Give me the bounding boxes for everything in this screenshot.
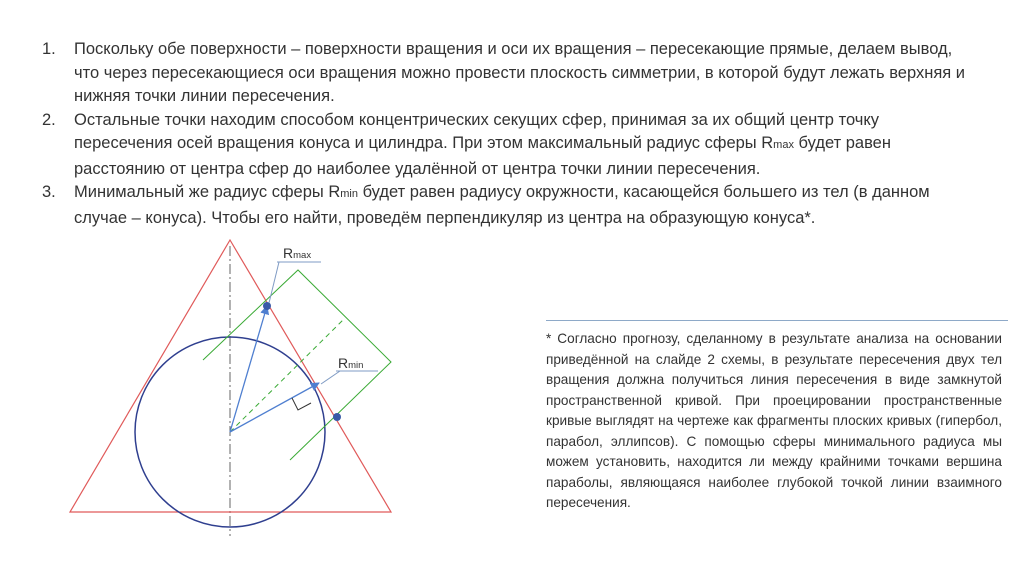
list-text-part-b: будет равен радиусу окружности, касающейся большего из тел (в данном случае – конуса). Чтобы его найти, проведём перпендикуляр из центра на образующую конуса*. [74, 183, 930, 227]
list-number: 2. [42, 110, 56, 129]
list-text-part-a: Минимальный же радиус сферы [74, 183, 329, 201]
intersection-point-side [333, 413, 341, 421]
list-text: Поскольку обе поверхности – поверхности вращения и оси их вращения – пересекающие прямые, делаем вывод, что через пересекающиеся оси вращения можно провести плоскость симметрии, в которой будут лежать верхняя и нижняя точки линии пересечения. [74, 40, 965, 105]
rmax-label-symbol: R [283, 245, 294, 261]
rmax-symbol: R [761, 134, 774, 152]
rmin-subscript: min [340, 188, 358, 200]
right-angle-marker [292, 398, 311, 410]
list-text-part-a: Остальные точки находим способом концентрических секущих сфер, принимая за их общий центр точку пересечения осей вращения конуса и цилиндра. При этом максимальный радиус сферы [74, 110, 880, 152]
rmin-label-symbol: R [338, 355, 349, 371]
note-divider [546, 320, 1008, 321]
list-number: 3. [42, 183, 56, 201]
rmax-radius-arrow [230, 306, 267, 432]
rmax-label-subscript: max [293, 250, 312, 261]
list-text-part-b: будет равен расстоянию от центра сфер до наиболее удалённой от центра точки линии пересечения. [74, 134, 891, 178]
rmax-subscript: max [773, 139, 794, 151]
rmin-label [338, 355, 363, 371]
rmin-label-subscript: min [348, 360, 364, 371]
footnote-text: * Согласно прогнозу, сделанному в результате анализа на основании приведённой на слайде 2 схемы, в результате пересечения двух тел вращения должна получиться линия пересечения в виде замкнутой пространственной кривой. При проецировании пространственные кривые выглядят на чертеже как фрагменты плоских кривых (гипербол, парабол, эллипсов). С помощью сферы минимального радиуса мы можем установить, находится ли между крайними точками вершина параболы, являющаяся наиболее глубокой точкой линии взаимного пересечения. [546, 331, 1002, 510]
rmin-leader-pointer [321, 371, 340, 384]
list-number: 1. [42, 40, 56, 58]
rmax-label [283, 245, 311, 261]
intersection-point-top [263, 302, 271, 310]
rmax-leader-pointer [269, 262, 279, 303]
rmin-radius-arrow [230, 383, 319, 432]
rmin-symbol: R [328, 183, 341, 201]
